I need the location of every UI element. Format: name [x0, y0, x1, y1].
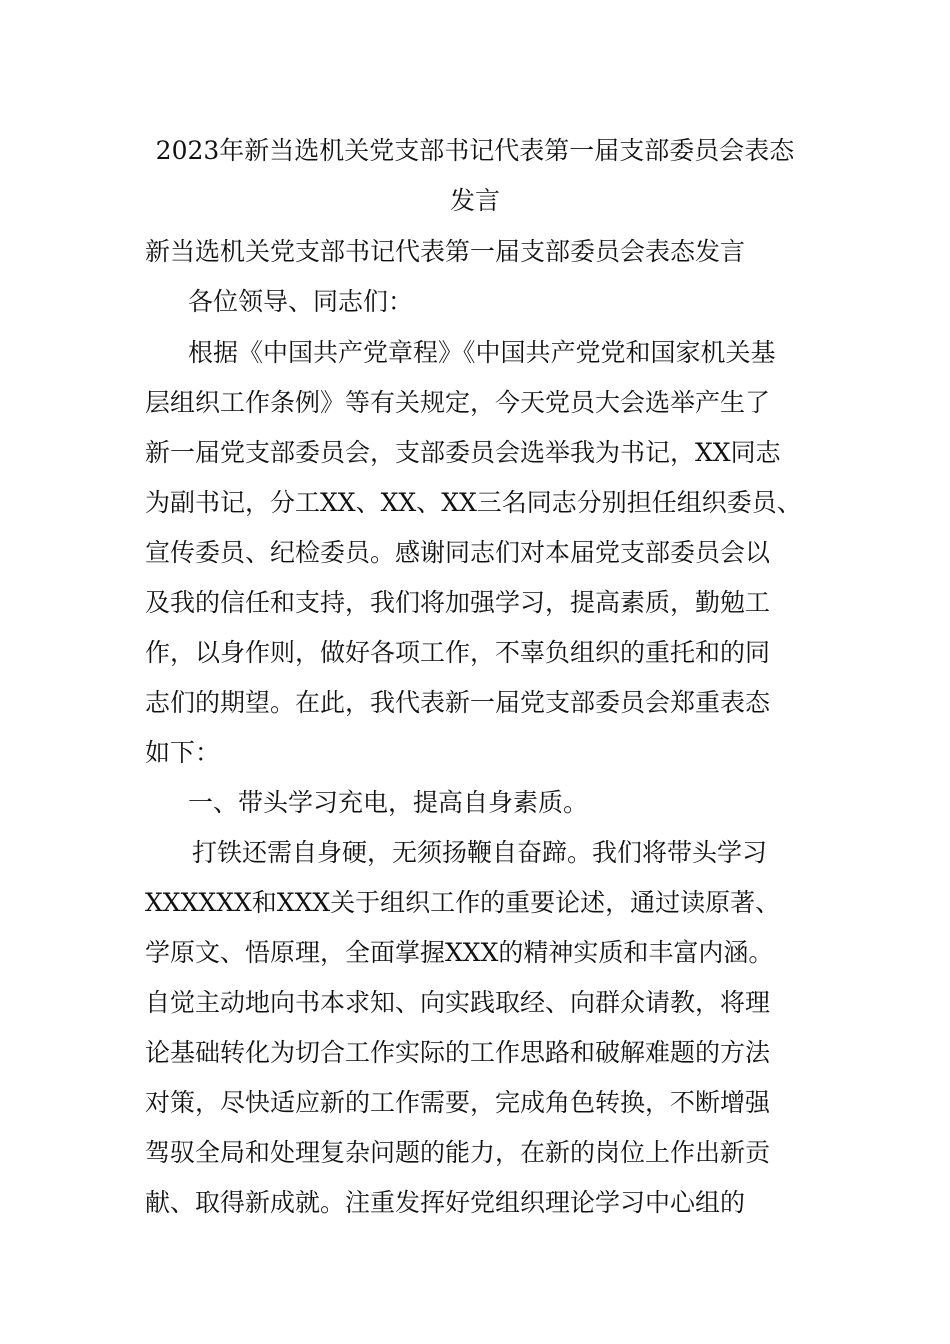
paragraph-1-line: 根据《中国共产党章程》《中国共产党党和国家机关基	[188, 338, 776, 367]
paragraph-2-line: 对策，尽快适应新的工作需要，完成角色转换，不断增强	[145, 1088, 771, 1117]
paragraph-2-line: 献、取得新成就。注重发挥好党组织理论学习中心组的	[145, 1188, 746, 1217]
paragraph-2-line: 学原文、悟原理，全面掌握XXX的精神实质和丰富内涵。	[145, 938, 774, 967]
paragraph-1-line: 新一届党支部委员会，支部委员会选举我为书记，XX同志	[145, 438, 781, 467]
section-heading-1: 一、带头学习充电，提高自身素质。	[188, 788, 589, 817]
paragraph-2-line: 自觉主动地向书本求知、向实践取经、向群众请教，将理	[145, 988, 771, 1017]
document-title-line-2: 发言	[449, 186, 500, 215]
paragraph-2-line: 打铁还需自身硬，无须扬鞭自奋蹄。我们将带头学习	[192, 838, 768, 867]
paragraph-1-line: 层组织工作条例》等有关规定，今天党员大会选举产生了	[145, 388, 771, 417]
paragraph-2-line: 驾驭全局和处理复杂问题的能力，在新的岗位上作出新贡	[145, 1138, 771, 1167]
paragraph-1-line: 宣传委员、纪检委员。感谢同志们对本届党支部委员会以	[145, 538, 771, 567]
paragraph-1-line: 及我的信任和支持，我们将加强学习，提高素质，勤勉工	[145, 588, 771, 617]
document-title-line-1: 2023年新当选机关党支部书记代表第一届支部委员会表态	[155, 136, 795, 165]
document-subtitle: 新当选机关党支部书记代表第一届支部委员会表态发言	[145, 237, 746, 266]
paragraph-1-line: 作，以身作则，做好各项工作，不辜负组织的重托和的同	[145, 638, 771, 667]
paragraph-1-line: 如下：	[145, 738, 221, 767]
paragraph-1-line: 志们的期望。在此，我代表新一届党支部委员会郑重表态	[145, 688, 771, 717]
paragraph-2-line: 论基础转化为切合工作实际的工作思路和破解难题的方法	[145, 1038, 771, 1067]
salutation: 各位领导、同志们：	[188, 287, 414, 316]
paragraph-1-line: 为副书记，分工XX、XX、XX三名同志分别担任组织委员、	[145, 488, 802, 517]
paragraph-2-line: XXXXXX和XXX关于组织工作的重要论述，通过读原著、	[145, 888, 781, 917]
